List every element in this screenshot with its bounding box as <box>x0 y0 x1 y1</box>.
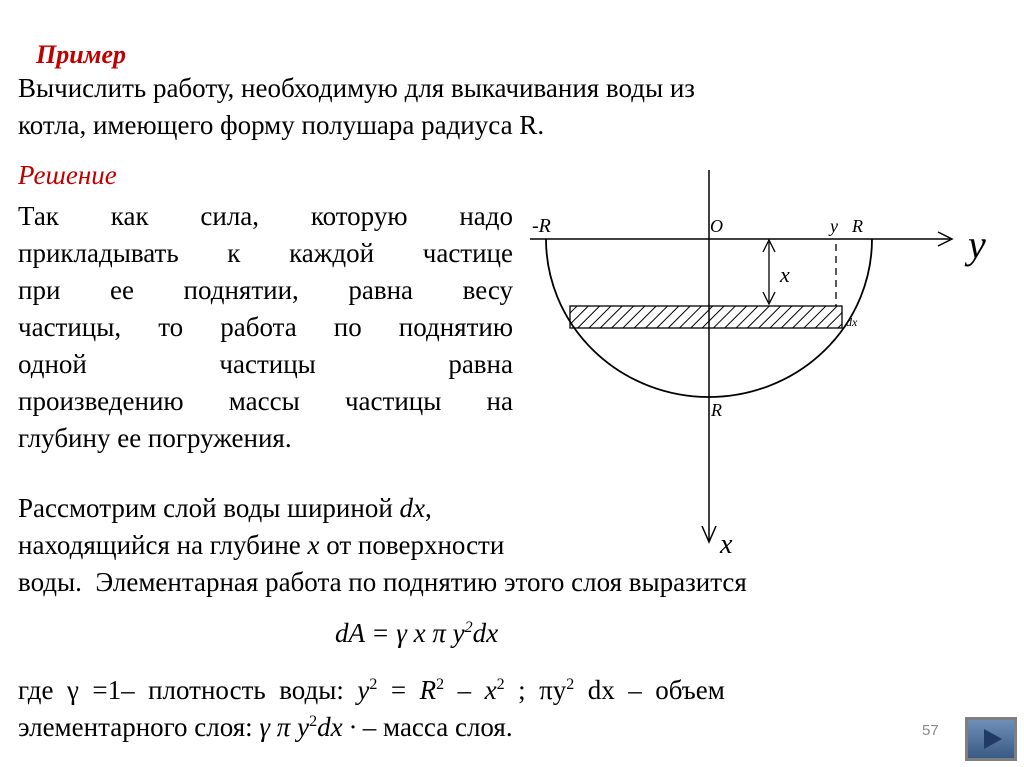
text-fragment: – масса слоя. <box>356 712 513 742</box>
label-r-right: R <box>852 216 863 236</box>
exponent: 2 <box>436 676 445 693</box>
label-dx: dx <box>846 315 858 329</box>
formula-work <box>335 615 498 652</box>
paragraph-line: глубину ее погружения. <box>18 423 292 453</box>
exponent: 2 <box>496 676 505 693</box>
text-fragment: элементарного слоя: <box>18 712 260 742</box>
var-dx: dx <box>399 493 426 523</box>
hemisphere-diagram <box>530 160 1000 570</box>
text-fragment: где γ =1– плотность воды: <box>18 675 358 705</box>
text-fragment: Рассмотрим слой воды шириной <box>18 493 400 523</box>
water-layer-strip <box>570 306 842 328</box>
paragraph-force <box>18 198 513 457</box>
exponent: 2 <box>309 713 318 730</box>
text-fragment: – <box>444 675 485 705</box>
text-fragment: dx – объем <box>574 675 725 705</box>
formula-mass: γ π y <box>259 712 310 742</box>
solution-heading: Решение <box>18 160 117 190</box>
text-fragment: от поверхности <box>319 530 505 560</box>
play-arrow-icon <box>984 729 1002 749</box>
label-y-axis: y <box>968 222 986 267</box>
var-x: x <box>307 530 320 560</box>
text-fragment: = <box>377 675 420 705</box>
paragraph-line: одной частицы равна <box>18 349 513 379</box>
var-r: R <box>419 675 437 705</box>
var-y: y <box>357 675 370 705</box>
label-x-axis: x <box>720 529 733 560</box>
paragraph-line: Так как сила, которую надо <box>18 201 513 231</box>
text-fragment: ; πy <box>504 675 567 705</box>
paragraph-density <box>18 672 1008 746</box>
page-number: 57 <box>922 722 939 739</box>
paragraph-line: при ее поднятии, равна весу <box>18 275 513 305</box>
task-line-1: Вычислить работу, необходимую для выкачивания воды из <box>18 73 695 103</box>
label-y-small: y <box>830 216 838 236</box>
task-text <box>18 70 695 144</box>
formula-mass-dx: dx · <box>317 712 357 742</box>
formula-left: dA = γ x π y <box>335 618 465 648</box>
next-slide-button[interactable] <box>965 717 1017 761</box>
paragraph-line: произведению массы частицы на <box>18 386 513 416</box>
text-fragment: находящийся на глубине <box>18 530 308 560</box>
label-x-depth: x <box>780 262 790 287</box>
exponent: 2 <box>369 676 378 693</box>
layer-line-3: воды. Элементарная работа по поднятию этого слоя выразится <box>18 567 747 597</box>
exponent: 2 <box>566 676 575 693</box>
task-line-2: котла, имеющего форму полушара радиуса R. <box>18 110 545 140</box>
paragraph-line: частицы, то работа по поднятию <box>18 312 513 342</box>
text-fragment: , <box>425 493 432 523</box>
label-r-bottom: R <box>711 400 722 420</box>
example-heading: Пример <box>36 40 127 69</box>
label-origin: O <box>710 216 723 236</box>
formula-exponent: 2 <box>464 619 473 636</box>
var-x: x <box>484 675 497 705</box>
formula-right: dx <box>472 618 499 648</box>
label-minus-r: -R <box>532 215 551 237</box>
paragraph-line: прикладывать к каждой частице <box>18 238 513 268</box>
